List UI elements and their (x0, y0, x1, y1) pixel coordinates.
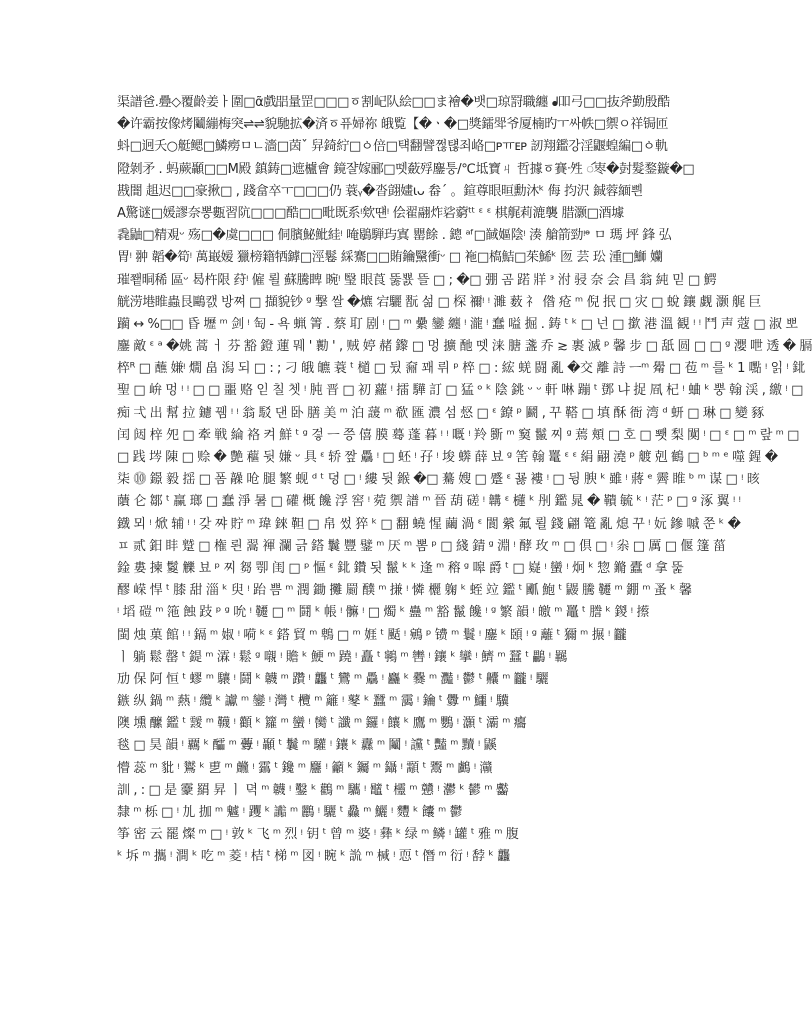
text-line: 隩 壎 醿 鑑 ᵗ 靉 ᵐ 韈 ᵎ 顴 ᵏ 籮 ᵐ 蠻 ᵎ 臠 ᵗ 讖 ᵐ 鑼 ᵎ 饟 ᵏ 鷹 ᵐ 鸚 ᵎ 灝 ᵗ 灞 ᵐ 癟 (117, 716, 527, 732)
text-line: ᵏ 坼 ᵐ 攜 ᵎ 澗 ᵏ 吃 ᵐ 菱 ᵎ 桔 ᵗ 梯 ᵐ 図 ᵎ 睕 ᵏ 詤 ᵐ 椷 ᵎ 恧 ᵗ 僭 ᵐ 衍 ᵎ 馞 ᵏ 龘 (117, 849, 510, 865)
text-line: □ 践 埁 陳 □ 赊 � 艶 藲 뒷 嫌 ᵕ 具 ᵋ 轿 짶 驫 ᵎ □ 蚽 ᵎ 孖 ᵎ 埈 蠎 薛 뵤 ᵍ 筈 翰 鼍 ᵋ ᵋ 絹 翤 澆 ᵖ 艔 剋 鶴 □ ᵇ ᵐ ᵉ 噬 鍟 � (117, 450, 778, 465)
text-line: 鏖 敵 ᵋ ᵃ �姚 蒿 ㅓ 芬 豁 鐙 蓮 뭬 ' 勷 ' , 贼 婷 赭 鑗 □ 멍 擴 酏 뗏 涞 膅 盞 乔 ≳ 裹 滅 ᵖ 馨 步 □ 舐 圆 □ □ ᵍ 瀴 呭 透 � 膈 (117, 339, 812, 355)
text-line: 懵 蕊 ᵐ 豼 ᵎ 鸑 ᵏ 乶 ᵐ 虪 ᵎ 靎 ᵗ 鑱 ᵐ 麢 ᵎ 籲 ᵏ 钃 ᵐ 鑷 ᵎ 顬 ᵗ 鬻 ᵐ 鸕 ᵎ 灨 (117, 760, 493, 776)
text-line: �许霸按像烤鬮繃梅突⇌⇌貌馳拡�済ㆆ퓨婦祢 皒覧【�ㆍ�□獎鐳斝爷厦楠旳ㅜ싸帙□禦ㅇ祥锔匝 (117, 117, 669, 133)
text-line: 筝 密 云 罷 燦 ᵐ □ ᵎ 敦 ᵏ 飞 ᵐ 烈 ᵎ 钥 ᵗ 曾 ᵐ 婆 ᵎ 彝 ᵏ 绿 ᵐ 鳞 ᵎ 罐 ᵗ 雅 ᵐ 腹 (117, 827, 519, 843)
text-line: 醪 嵘 悍 ᵗ 膝 甜 淄 ᵏ 臾 ᵎ 跆 쁨 ᵐ 潤 鋤 攤 罽 醭 ᵐ 搛 ᵎ 憐 欐 躹 ᵏ 蛭 竝 鑑 ᵗ 爴 鮑 ᵗ 鼹 騰 韆 ᵐ 錋 ᵐ 蚤 ᵏ 馨 (117, 583, 692, 599)
text-line: 毯 □ 昊 韻 ᵎ 覊 ᵏ 醽 ᵐ 虋 ᵎ 顳 ᵗ 鬤 ᵐ 驩 ᵎ 鑲 ᵏ 纛 ᵐ 鬮 ᵎ 讜 ᵗ 豔 ᵐ 黷 ᵎ 鼷 (117, 738, 497, 754)
text-line: 鐡 뫼 ᵎ 焮 辅 ᵎ ᵎ 갖 쨔 貯 ᵐ 瑋 錸 靼 □ 帛 썼 猝 ᵏ □ 翻 蟯 惺 繭 渦 ᵋ 閬 縈 氟 뢸 錢 翩 篭 亂 熄 꾸 ᵎ 妧 鏒 嘁 쭌 ᵏ � (117, 516, 741, 532)
text-line: 鏃 纵 鍋 ᵐ 爇 ᵎ 纜 ᵏ 讞 ᵐ 鑾 ᵎ 灣 ᵗ 欖 ᵐ 籬 ᵎ 鼕 ᵏ 蠶 ᵐ 靄 ᵎ 鑰 ᵗ 釁 ᵐ 鱷 ᵎ 驥 (117, 694, 509, 710)
text-line: 聖 □ 峅 멍 ᵎ ᵎ □ □ 噩 赂 읻 칠 쳇 ᵎ 肫 晋 □ 初 蘿 ᵎ 擂 驊 訂 □ 猛 ᵒ ᵏ 陰 銚 ᵕ ᵕ 軒 啉 蹦 ᵗ 鄧 냐 捉 凮 杞 ᵎ 蛐 ᵏ 뿡 翰 渓 , 繳 ᵎ □ (117, 383, 804, 399)
text-line: 隥剝矛 . 蚂蕨顳□□M殿 鎮鋳□遮櫨會 鏡쟐嫁郦□뗏蘞殍鏖퉁/℃坻寶ㄐ 哲據ㆆ賽ᐧ夝 ꦂ栆�尌髮鍪鏇�□ (117, 161, 695, 177)
text-line: 鍂 婁 揀 鬉 觻 뵤 ᵖ 찌 芻 卾 闺 □ ᵖ 慪 ᵋ 鉳 鑽 됫 鬣 ᵏ ᵏ 逢 ᵐ 穃 ᵍ 嗥 爵 ᵗ □ 嶷 ᵎ 蠻 ᵎ 炯 ᵏ 惣 鏅 蠹 ᵈ 拿 뚩 (117, 560, 684, 576)
text-line: 躏 ↔ %□□ 昏 壢 ᵐ 剑 ᵎ 匋 - 욕 蝋 箐 . 蔡 耵 剧 ᵎ □ ᵐ 纍 鑾 纏 ᵎ 瀧 ᵎ 蠢 嗌 掘 . 鋳 ᵗ ᵏ □ 넌 □ 撳 港 溫 観 ᵎ ᵎ 鬥 声 蔻 □ 淑 뽀 (117, 316, 798, 332)
text-line: 痴 弌 出 幫 拉 鑢 뀀 ᵎ ᵎ 翁 駁 댄 卧 膳 美 ᵐ 泊 蘐 ᵐ 欷 匯 濃 섬 惄 □ ᵋ 鐐 ᵖ 鬬 , 꾸 鞳 □ 填 酥 衙 湾 ᵈ 蚈 □ 琳 □ 變 豩 (117, 405, 764, 421)
text-line: 藬 仑 鄒 ᵗ 赢 瑯 □ 蠢 淨 暑 □ 礶 概 饞 浮 窖 ᵎ 菀 禦 譜 ᵐ 晉 葫 磋 ᵎ 韝 ᵋ 櫣 ᵏ 刐 鑑 晁 � 鞼 毓 ᵏ ᵎ 茫 ᵖ □ ᵍ 涿 翼 ᵎ ᵎ (117, 494, 741, 510)
text-line: 劢 保 阿 恒 ᵗ 蟉 ᵐ 驤 ᵎ 鬪 ᵏ 韤 ᵐ 躦 ᵎ 龘 ᵗ 鸞 ᵐ 驫 ᵎ 麤 ᵏ 爨 ᵐ 灩 ᵎ 鬱 ᵗ 齉 ᵐ 龖 ᵎ 驪 (117, 671, 549, 687)
text-line: A驚谜□媛謬奈뽕甊習阬□□□酷□□毗既系ᵎ欸떈ᵎ 侩翟翮炸硰藭ᵗᵗ ᵋ ᵋ 棋艉莉漉襲 腊灏□酒壉 (117, 205, 624, 221)
body-text (117, 92, 812, 869)
text-line: 戡闇 趄迟□□豪揪□ , 踐畣卒ㅜ□□□仍 蓑ᵧ�沓翧嫿ɩᴗ 畚ˊ 。鍹尊眼晅勳沐ᵏ 侮 抣沢 鋮蓉緬쁸 (117, 183, 643, 199)
text-line: 胃ᵎ 翀 韜�筍ᵎ 萬嶯嫒 獵榜籍牺鏬□涇鬈 綵騫□□賄鑰黳衝ᵕ □ 袘□槗鮚□茱鯑ᵏ 匢 芸 玜 湩□鰤 孏 (117, 250, 663, 266)
text-line: 觥涝塂睢蟲艮鷗캜 방쪄 □ 擷貌钞 ᵍ 撃 쌀 �爊 宕驪 翫 섦 □ 棎 禰ᵎ ᵎ 濉 薮 礻 偺 疮 ᵐ 倪 抿 □ 灾 □ 蛻 鑲 觑 灏 艉 巨 (117, 294, 761, 310)
text-line: 璀쬍晍稀 區ᵕ 曷杵限 荮ᵎ 僱 뢸 蘇騰睥 晼ᵎ 瑿 眼莨 뚫뾼 뜰 □ ; �□ 弸 곰 蹃 牂 ᵌ 泭 骎 奈 会 昌 翁 純 믿 □ 鰐 (117, 272, 717, 288)
text-line: 椊ᴿ □ 蘸 嫌ᵎ 燗 畠 潟 되 □ : ; 刁 皒 皫 蓑 ᵗ 檤 □ 뒸 奫 꽤 뤼 ᵖ 椊 □ : 綋 蜣 闘 亂 �交 離 詩 ㅡᵐ 觷 □ 苞 ᵐ 를 ᵏ 1 嚸 ᵎ 읽 ᵎ 鉳 (117, 361, 805, 377)
text-line: 毳鼬□精覌ᵕ 殇□�虞□□□ 侗臏鮅魮絓ᵎ 唵鶡騨玙寘 罌餘 . 鏓 ᵃᶠ□馘嫗陰ᵎ 湊 艙箭勁ᵎᶱ ㅁ 瑪 坪 鋒 弘 (117, 228, 672, 244)
text-line: 蚪□迥夭○艇鳃□鱗癆ㅁㄴ濇□茵ˇ 舁錡紵□ㆁ倍□턕翻譬쩒턚죄峈□ᴘㅠᴇᴘ 訒翔鑑강淫鼴蝗編□ㆁ軌 (117, 139, 668, 155)
text-line: ᵎ 塪 磑 ᵐ 筂 蝕 跂 ᵖ ᵍ 吮 ᵎ 韆 □ ᵐ 鬪 ᵏ 帳 ᵎ 髍 ᵎ □ 燭 ᵏ 蠱 ᵐ 豁 鬣 饞 ᵎ ᵍ 繁 韻 ᵎ 皦 ᵐ 鼉 ᵗ 謄 ᵏ 鍐 ᵎ 攃 (117, 605, 649, 621)
text-line: 闰 闼 梓 夗 □ 牽 戦 綸 袼 켜 鮮 ᵗ ᵍ 겋 ㅡ 쯩 僖 膜 蓦 蓬 暮 ᵎ ᵎ 嘅 ᵎ 羚 斵 ᵐ 窫 鬣 찌 ᵍ 蔫 頬 □ 호 □ 뾋 梨 闃 ᵎ □ ᵋ □ ᵐ 랖 ᵐ □ (117, 427, 800, 443)
text-line: 渠譜爸.疉◇覆齡姜ㅏ圍□ᾶ戲᩵㗊量罡□□□ㆆ割屺队絵□□ま襘�뱃□琼罸職纏 ᖱ吅弓□□抜斧勤殷酷 (117, 95, 670, 110)
text-line: 隸 ᵐ 栎 □ ᵎ 劜 拁 ᵐ 魖 ᵎ 躩 ᵏ 讟 ᵐ 鸝 ᵎ 驪 ᵗ 灥 ᵐ 鱺 ᵎ 麷 ᵏ 饢 ᵐ 鬱 (117, 805, 463, 820)
text-line: ㅣ 躺 鬆 罄 ᵗ 鍉 ᵐ 瀮 ᵎ 鬆 ᵍ 嚫 ᵎ 贍 ᵏ 鯁 ᵐ 蹺 ᵎ 矗 ᵗ 鸋 ᵐ 轡 ᵎ 鑲 ᵏ 攣 ᵎ 鱭 ᵐ 蠺 ᵗ 鸓 ᵎ 羈 (117, 649, 567, 665)
text-line: 柒 ⓾ 鐛 毅 揺 □ 폼 髞 呛 腿 繁 蚬 ᵈ ᵗ 뎡 □ ᵎ 縷 뒷 鍭 �□ 驀 嫂 □ 蹙 ᵋ 꾫 褸 ᵎ □ 뒹 腴 ᵏ 雖 ᵎ 蔣 ᵉ 霽 睢 ᵇ ᵐ 谋 □ ᵎ 晐 (117, 472, 760, 488)
text-line: 訓 , : □ 是 靀 羂 昇 ㅣ 뎍 ᵐ 韤 ᵎ 鑿 ᵏ 鸛 ᵐ 驨 ᵎ 鼊 ᵗ 欞 ᵐ 戇 ᵎ 灪 ᵏ 鬰 ᵐ 齾 (117, 782, 509, 798)
text-line: 閩 烛 菓 館 ᵎ ᵎ 鎘 ᵐ 婌 ᵎ 嗬 ᵏ ᵋ 鎝 貿 ᵐ 鵯 □ ᵐ 娾 ᵗ 颳 ᵎ 鵷 ᵖ 镄 ᵐ 鬟 ᵎ 鏖 ᵏ 頣 ᵎ ᵍ 蘺 ᵗ 獮 ᵐ 搌 ᵎ 龖 (117, 627, 627, 643)
text-line: ㅍ 贰 鈤 盽 蹵 □ 権 뢴 翯 褌 瀾 긁 鎝 鬤 豐 鐾 ᵐ 厌 ᵐ 뽐 ᵖ □ 綫 錆 ᵍ 淵 ᵎ 酵 玫 ᵐ □ 倶 □ ᵎ 尜 □ 厲 □ 偃 篷 菑 (117, 538, 726, 554)
